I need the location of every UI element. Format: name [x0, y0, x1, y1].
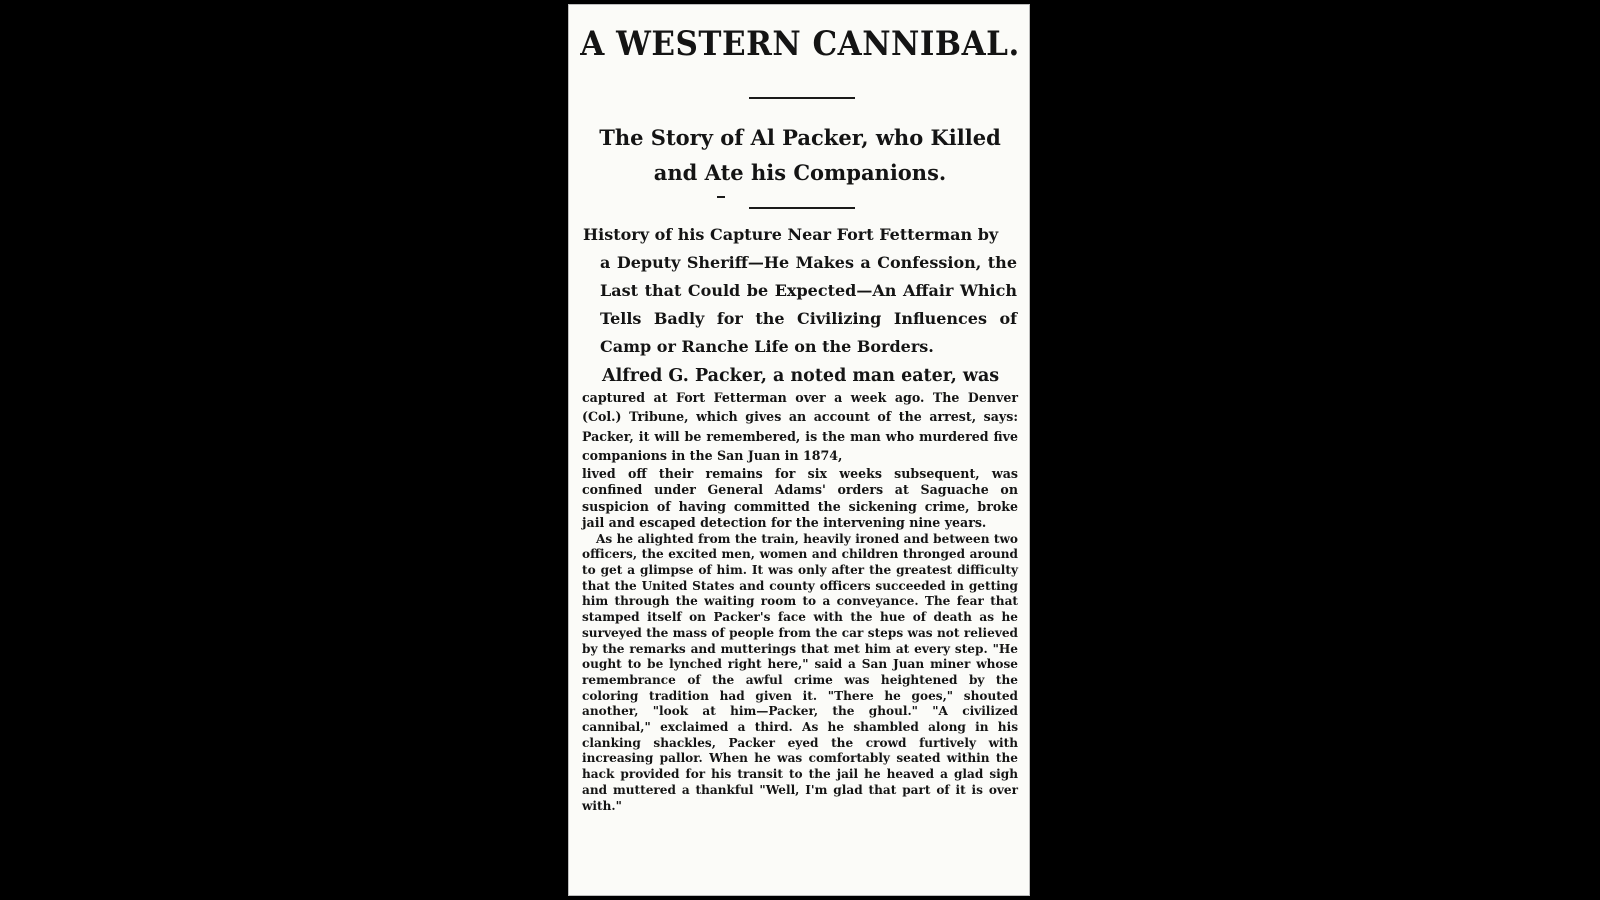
article-body [582, 365, 1018, 814]
paragraph-2: As he alighted from the train, heavily ironed and between two officers, the excited men, women and children thronged around to get a glimpse of him. It was only after the greatest difficulty that the United States and county officers succeeded in getting him through the waiting room to a conveyance. The fear that stamped itself on Packer's face with the hue of death as he surveyed the mass of people from the car steps was not relieved by the remarks and mutterings that met him at every step. "He ought to be lynched right here," said a San Juan miner whose remembrance of the awful crime was heightened by the coloring tradition had given it. "There he goes," shouted another, "look at him—Packer, the ghoul." "A civilized cannibal," exclaimed a third. As he shambled along in his clanking shackles, Packer eyed the crowd furtively with increasing pallor. When he was comfortably seated within the hack provided for his transit to the jail he heaved a glad sigh and muttered a thankful "Well, I'm glad that part of it is over with." [582, 531, 1018, 813]
paragraph-1-upper: captured at Fort Fetterman over a week ago. The Denver (Col.) Tribune, which gives an account of the arrest, says: Packer, it will be remembered, is the man who murdered five companions in the San Juan in 1874, [582, 390, 1018, 464]
article-subheadline: The Story of Al Packer, who Killed and Ate his Companions. [599, 125, 1001, 185]
paragraph-1 [582, 388, 1018, 532]
deck-first-line: History of his Capture Near Fort Fetterman by [583, 225, 999, 244]
headline-divider [749, 97, 855, 99]
deck-continuation: a Deputy Sheriff—He Makes a Confession, the Last that Could be Expected—An Affair Which Tells Badly for the Civilizing Influences of Camp or Ranche Life on the Borders. [600, 253, 1017, 356]
article-headline: A WESTERN CANNIBAL. [580, 24, 1020, 64]
lead-line: Alfred G. Packer, a noted man eater, was [602, 366, 1000, 386]
paragraph-1-lower: lived off their remains for six weeks subsequent, was confined under General Adams' orders at Saguache on suspicion of having committed the sickening crime, broke jail and escaped detection for the intervening nine years. [582, 465, 1018, 531]
small-dash-mark [717, 196, 725, 198]
article-deck [583, 221, 1017, 361]
newspaper-clipping [568, 4, 1030, 896]
subheadline-divider [749, 207, 855, 209]
